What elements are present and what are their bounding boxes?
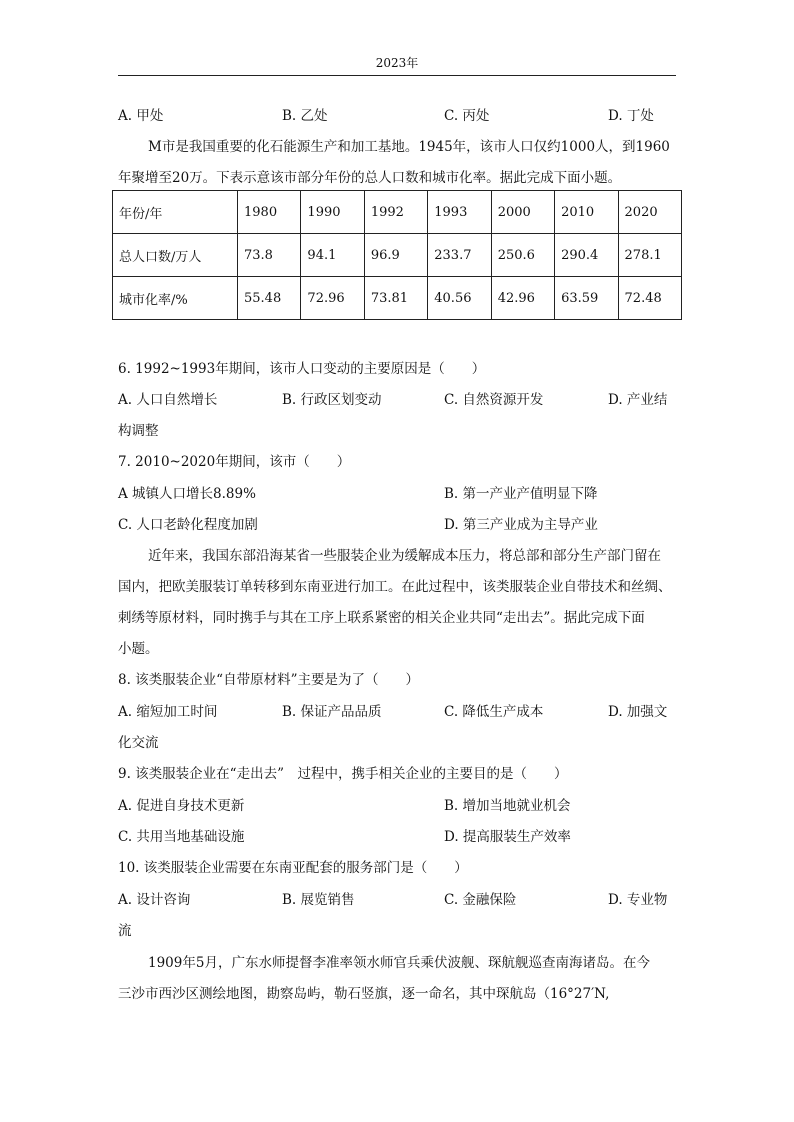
table-cell: 73.8	[238, 234, 301, 277]
table-row-urbanization	[113, 277, 682, 320]
q5-option-c: C. 丙处	[444, 108, 490, 124]
table-cell: 40.56	[428, 277, 491, 320]
q10-option-a: A. 设计咨询	[118, 892, 191, 908]
table-urbanization-label: 城市化率/%	[113, 277, 238, 320]
q9-option-b: B. 增加当地就业机会	[444, 798, 571, 814]
q6-stem: 6. 1992~1993年期间，该市人口变动的主要原因是（ ）	[118, 361, 486, 377]
passage2-line3: 刺绣等原材料，同时携手与其在工序上联系紧密的相关企业共同“走出去”。据此完成下面	[118, 610, 645, 626]
q8-option-b: B. 保证产品品质	[282, 704, 382, 720]
q8-option-d-continued: 化交流	[118, 735, 159, 751]
q9-option-d: D. 提高服装生产效率	[444, 829, 571, 845]
q7-option-c: C. 人口老龄化程度加剧	[118, 517, 258, 533]
table-cell: 1993	[428, 191, 491, 234]
q10-stem: 10. 该类服装企业需要在东南亚配套的服务部门是（ ）	[118, 860, 468, 876]
q6-option-b: B. 行政区划变动	[282, 392, 382, 408]
table-cell: 73.81	[364, 277, 427, 320]
q7-option-b: B. 第一产业产值明显下降	[444, 486, 598, 502]
q9-stem: 9. 该类服装企业在“走出去” 过程中，携手相关企业的主要目的是（ ）	[118, 766, 568, 782]
q6-option-d-continued: 构调整	[118, 423, 159, 439]
passage2-line2: 国内，把欧美服装订单转移到东南亚进行加工。在此过程中，该类服装企业自带技术和丝绸、	[118, 579, 672, 595]
q10-option-c: C. 金融保险	[444, 892, 517, 908]
table-cell: 63.59	[555, 277, 618, 320]
table-cell: 72.96	[301, 277, 364, 320]
q9-option-a: A. 促进自身技术更新	[118, 798, 245, 814]
table-header-label: 年份/年	[113, 191, 238, 234]
passage1-line1: M市是我国重要的化石能源生产和加工基地。1945年，该市人口仅约1000人，到1960	[148, 139, 670, 155]
table-cell: 1990	[301, 191, 364, 234]
passage3-line1: 1909年5月，广东水师提督李准率领水师官兵乘伏波舰、琛航舰巡查南海诸岛。在今	[148, 955, 650, 971]
passage2-line4: 小题。	[118, 641, 159, 657]
q7-option-d: D. 第三产业成为主导产业	[444, 517, 598, 533]
q6-option-a: A. 人口自然增长	[118, 392, 218, 408]
q5-option-a: A. 甲处	[118, 108, 164, 124]
passage1-line2: 年聚增至20万。下表示意该市部分年份的总人口数和城市化率。据此完成下面小题。	[118, 170, 622, 186]
table-row-population	[113, 234, 682, 277]
q8-option-d: D. 加强文	[608, 704, 668, 720]
table-cell: 2000	[491, 191, 554, 234]
page-header: 2023年	[118, 54, 676, 76]
q5-option-d: D. 丁处	[608, 108, 654, 124]
q7-option-a: A 城镇人口增长8.89%	[118, 486, 256, 502]
population-table	[112, 190, 682, 320]
q8-stem: 8. 该类服装企业“自带原材料”主要是为了（ ）	[118, 672, 419, 688]
table-cell: 72.48	[618, 277, 681, 320]
table-cell: 250.6	[491, 234, 554, 277]
q7-stem: 7. 2010~2020年期间，该市（ ）	[118, 454, 351, 470]
table-cell: 94.1	[301, 234, 364, 277]
table-cell: 96.9	[364, 234, 427, 277]
passage2-line1: 近年来，我国东部沿海某省一些服装企业为缓解成本压力，将总部和部分生产部门留在	[148, 548, 661, 564]
table-cell: 2010	[555, 191, 618, 234]
q8-option-a: A. 缩短加工时间	[118, 704, 218, 720]
table-row-years	[113, 191, 682, 234]
table-population-label: 总人口数/万人	[113, 234, 238, 277]
table-cell: 1992	[364, 191, 427, 234]
q6-option-c: C. 自然资源开发	[444, 392, 544, 408]
q5-option-b: B. 乙处	[282, 108, 328, 124]
q8-option-c: C. 降低生产成本	[444, 704, 544, 720]
q10-option-d: D. 专业物	[608, 892, 668, 908]
q6-option-d: D. 产业结	[608, 392, 668, 408]
passage3-line2: 三沙市西沙区测绘地图，勘察岛屿，勒石竖旗，逐一命名，其中琛航岛（16°27′N,	[118, 986, 610, 1002]
q9-option-c: C. 共用当地基础设施	[118, 829, 245, 845]
q10-option-d-continued: 流	[118, 923, 132, 939]
q10-option-b: B. 展览销售	[282, 892, 355, 908]
table-cell: 1980	[238, 191, 301, 234]
table-cell: 55.48	[238, 277, 301, 320]
table-cell: 2020	[618, 191, 681, 234]
table-cell: 290.4	[555, 234, 618, 277]
table-cell: 42.96	[491, 277, 554, 320]
table-cell: 278.1	[618, 234, 681, 277]
table-cell: 233.7	[428, 234, 491, 277]
